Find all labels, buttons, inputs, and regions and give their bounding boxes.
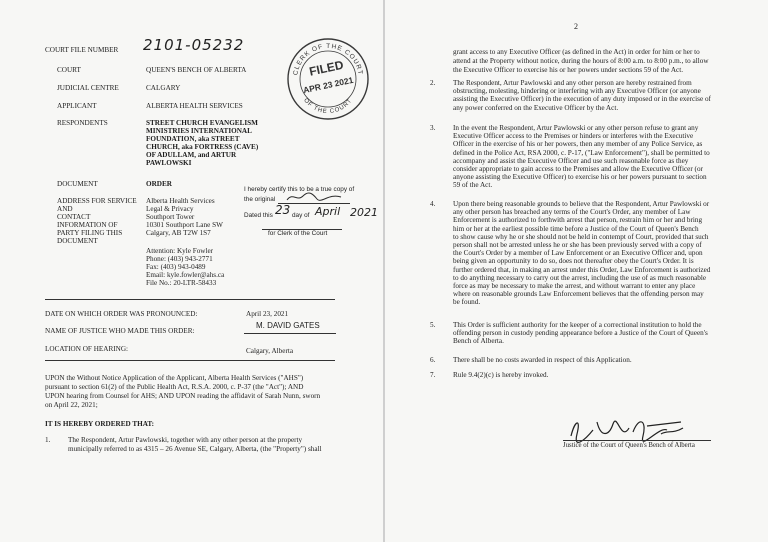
certify-day-handwritten: 23 bbox=[275, 203, 291, 217]
upon-line: pursuant to section 61(2) of the Public Health Act, R.S.A. 2000, c. P-37 (the "Act"); AND bbox=[45, 383, 304, 391]
item-number: 4. bbox=[430, 200, 436, 208]
service-address-line: Calgary, AB T2W 1S7 bbox=[146, 229, 211, 237]
page-number: 2 bbox=[574, 22, 578, 31]
item-line: consider appropriate to gain access to the Premises and allow the Executive Officer (or bbox=[453, 165, 703, 173]
respondents-line: CHURCH, aka FORTRESS (CAVE) bbox=[146, 143, 259, 151]
service-address-line: 10301 Southport Lane SW bbox=[146, 221, 223, 229]
filed-stamp bbox=[285, 36, 371, 122]
respondents-label: RESPONDENTS bbox=[57, 119, 108, 127]
stamp-bottom-text: OF THE COURT bbox=[302, 97, 354, 116]
item-number: 3. bbox=[430, 124, 436, 132]
upon-line: UPON hearing from Counsel for AHS; AND UPON reading the affidavit of Sarah Nunn, sworn bbox=[45, 392, 321, 400]
item-line: Bench of Alberta. bbox=[453, 337, 504, 346]
item-line: This Order is sufficient authority for the keeper of a correctional institution to hold the bbox=[453, 321, 702, 329]
address-label-line: PARTY FILING THIS bbox=[57, 229, 123, 237]
item-line: Rule 9.4(2)(c) is hereby invoked. bbox=[453, 371, 549, 379]
contact-line: File No.: 20-LTR-58433 bbox=[146, 279, 217, 287]
court-label: COURT bbox=[57, 66, 81, 74]
location-value: Calgary, Alberta bbox=[246, 347, 294, 355]
item-line: obstructing, molesting, hindering or interfering with any Executive Officer (or anyone bbox=[453, 87, 701, 96]
item-line: Upon there being reasonable grounds to believe that the Respondent, Artur Pawlowski or bbox=[453, 200, 710, 208]
certify-line-2: the original bbox=[244, 196, 276, 203]
ordered-heading: IT IS HEREBY ORDERED THAT: bbox=[45, 420, 155, 428]
item-1-line: municipally referred to as 4315 – 26 Avenue SE, Calgary, Alberta, (the "Property") shall bbox=[68, 445, 322, 453]
item-number: 2. bbox=[430, 79, 436, 87]
item-line: him or her at the earliest possible time before a Justice of the Court of Queen's Bench bbox=[453, 224, 699, 233]
item-line: There shall be no costs awarded in respect of this Application. bbox=[453, 356, 632, 364]
applicant-value: ALBERTA HEALTH SERVICES bbox=[146, 102, 243, 110]
upon-line: UPON the Without Notice Application of the Applicant, Alberta Health Services ("AHS") bbox=[45, 374, 304, 382]
item-line: to show cause why he or she should not be held in contempt of Court, provided that such bbox=[453, 232, 709, 241]
contact-line: Email: kyle.fowler@ahs.ca bbox=[146, 271, 225, 279]
item-line: Enforcement is authorized to forthwith arrest that person, restrain him or her and bring bbox=[453, 216, 703, 225]
item-line: the Court's Order by a member of Law Enforcement or an Executive Officer and, upon bbox=[453, 249, 703, 258]
justice-value: M. DAVID GATES bbox=[256, 321, 320, 330]
signature-rule bbox=[563, 440, 711, 441]
judicial-centre-label: JUDICIAL CENTRE bbox=[57, 84, 119, 92]
applicant-label: APPLICANT bbox=[57, 102, 97, 110]
item-line: offending person in custody pending appearance before a Justice of the Court of Queen's bbox=[453, 329, 708, 338]
item-1-line: The Respondent, Artur Pawlowski, together with any other person at the property bbox=[68, 436, 303, 444]
certify-year-handwritten: 2021 bbox=[350, 206, 378, 219]
item-line: The Respondent, Artur Pawlowski and any other person are hereby restrained from bbox=[453, 79, 692, 87]
item-line: Executive Officer access to the Premises or hinders or interferes with the Executive bbox=[453, 132, 694, 141]
signature-caption: Justice of the Court of Queen's Bench of Alberta bbox=[563, 442, 695, 449]
item-line: In the event the Respondent, Artur Pawlowski or any other person refuse to grant any bbox=[453, 124, 699, 132]
item-line: Officer in the exercise of his or her powers, then any member of any Police Service, as bbox=[453, 140, 703, 149]
respondents-line: OF ADULLAM, and ARTUR bbox=[146, 151, 237, 159]
respondents-line: MINISTRIES INTERNATIONAL bbox=[146, 127, 252, 135]
certify-day-of: day of bbox=[292, 212, 310, 219]
item-line: any power conferred on the Executive Officer by the Act. bbox=[453, 103, 619, 112]
service-address-line: Legal & Privacy bbox=[146, 205, 194, 213]
item-line: be found. bbox=[453, 298, 481, 307]
item-line: defined in the Police Act, RSA 2000, c. P-17, ("Law Enforcement"), shall be permitted to bbox=[453, 148, 710, 157]
item-line: force as may be necessary to make the arrest, and without warrant to enter any place bbox=[453, 282, 696, 290]
section-rule-top bbox=[45, 299, 335, 300]
item-number: 7. bbox=[430, 371, 436, 379]
service-address-line: Southport Tower bbox=[146, 213, 195, 221]
item-line: accompany and assist the Executive Officer and use such reasonable force as they bbox=[453, 156, 689, 165]
service-address-line: Alberta Health Services bbox=[146, 197, 215, 205]
justice-rule bbox=[244, 333, 336, 334]
respondents-line: PAWLOWSKI bbox=[146, 159, 192, 167]
contact-line: Phone: (403) 943-2771 bbox=[146, 255, 213, 263]
order-date-label: DATE ON WHICH ORDER WAS PRONOUNCED: bbox=[45, 310, 198, 318]
item-line: anyone assisting the Executive Officer) to exercise his or her powers pursuant to section bbox=[453, 173, 707, 182]
item-line: assisting the Executive Officer) in the execution of any duty imposed or in the exercise of bbox=[453, 95, 711, 104]
judicial-centre-value: CALGARY bbox=[146, 84, 181, 92]
item-line: person shall not be arrested unless he or she has been previously served with a copy of bbox=[453, 241, 702, 249]
certify-line-1: I hereby certify this to be a true copy of bbox=[244, 186, 355, 193]
location-label: LOCATION OF HEARING: bbox=[45, 345, 129, 353]
certify-clerk: for Clerk of the Court bbox=[268, 230, 328, 237]
order-page-2 bbox=[385, 0, 768, 542]
item-1-number: 1. bbox=[45, 436, 51, 444]
court-value: QUEEN'S BENCH OF ALBERTA bbox=[146, 66, 247, 74]
item-line: 59 of the Act. bbox=[453, 181, 493, 190]
item-line: any other person has breached any terms of the Court's Order, any member of Law bbox=[453, 208, 691, 217]
continued-line: grant access to any Executive Officer (as defined in the Act) in order for him or her to bbox=[453, 48, 700, 56]
certify-dated: Dated this bbox=[244, 212, 273, 219]
contact-line: Fax: (403) 943-0489 bbox=[146, 263, 206, 271]
stamp-top-text: CLERK OF THE COURT bbox=[292, 42, 364, 76]
item-line: further ordered that, in making an arrest under this Order, Law Enforcement is authorized bbox=[453, 265, 711, 274]
address-label-line: DOCUMENT bbox=[57, 237, 98, 245]
address-label-line: ADDRESS FOR SERVICE bbox=[57, 197, 137, 205]
court-file-number-handwritten: 2101-05232 bbox=[143, 36, 245, 54]
item-line: to do anything necessary to carry out the arrest, including the use of as much reasonable bbox=[453, 273, 707, 282]
stamp-filed-text: FILED bbox=[307, 57, 345, 79]
certify-month-handwritten: April bbox=[315, 205, 341, 218]
document-value: ORDER bbox=[146, 180, 172, 188]
stamp-date-text: APR 23 2021 bbox=[302, 74, 355, 96]
item-number: 6. bbox=[430, 356, 436, 364]
continued-line: attend at the Property without notice, during the hours of 8:00 a.m. to 8:00 p.m., to allow bbox=[453, 57, 709, 65]
justice-label: NAME OF JUSTICE WHO MADE THIS ORDER: bbox=[45, 327, 195, 335]
item-number: 5. bbox=[430, 321, 436, 329]
upon-line: on April 22, 2021; bbox=[45, 401, 98, 409]
respondents-line: STREET CHURCH EVANGELISM bbox=[146, 119, 258, 127]
section-rule-bottom bbox=[45, 360, 335, 361]
item-line: where on reasonable grounds Law Enforcement believes that the offending person may bbox=[453, 290, 704, 299]
respondents-line: FOUNDATION, aka STREET bbox=[146, 135, 240, 143]
address-label-line: CONTACT bbox=[57, 213, 91, 221]
address-label-line: AND bbox=[57, 205, 73, 213]
order-date-value: April 23, 2021 bbox=[246, 310, 289, 318]
document-label: DOCUMENT bbox=[57, 180, 98, 188]
court-file-label: COURT FILE NUMBER bbox=[45, 46, 119, 54]
contact-line: Attention: Kyle Fowler bbox=[146, 247, 214, 255]
continued-line: the Executive Officer to exercise his or her powers under sections 59 of the Act. bbox=[453, 66, 683, 74]
item-line: being given an opportunity to do so, does not thereafter obey the Court's Order. It is bbox=[453, 257, 694, 266]
order-page-1 bbox=[0, 0, 383, 542]
address-label-line: INFORMATION OF bbox=[57, 221, 118, 229]
clerk-initials-scribble bbox=[285, 190, 345, 204]
